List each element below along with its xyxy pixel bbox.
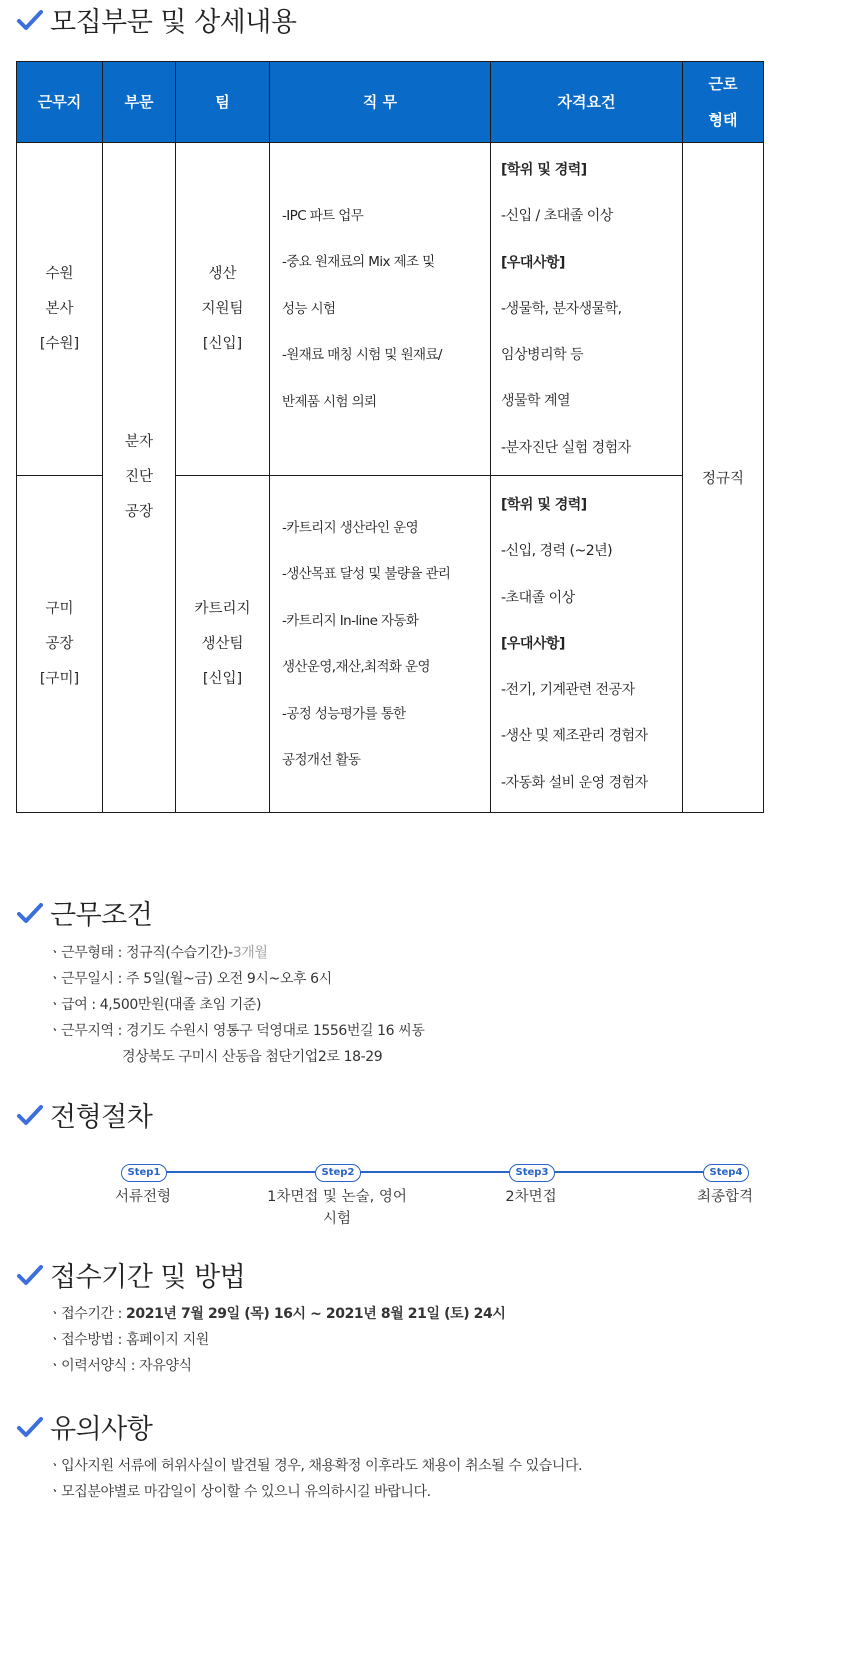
division-cell: 분자 진단 공장 (103, 143, 176, 813)
qualification-cell: [학위 및 경력] -신입 / 초대졸 이상 [우대사항] -생물학, 분자생물학, 임상병리학 등 생물학 계열 -분자진단 실험 경험자 (491, 143, 683, 476)
section-conditions-header (16, 893, 152, 932)
section-title: 유의사항 (50, 1414, 153, 1445)
list-item: ㆍ입사지원 서류에 허위사실이 발견될 경우, 채용확정 이후라도 채용이 취소될 수 있습니다. (48, 1458, 583, 1474)
header-division: 부문 (103, 62, 176, 143)
list-item: ㆍ근무일시 : 주 5일(월~금) 오전 9시~오후 6시 (48, 971, 332, 987)
employment-cell: 정규직 (683, 143, 764, 813)
duty-cell: -카트리지 생산라인 운영 -생산목표 달성 및 불량율 관리 -카트리지 In-line 자동화 생산운영,재산,최적화 운영 -공정 성능평가를 통한 공정개선 활동 (270, 476, 491, 813)
section-title: 접수기간 및 방법 (50, 1262, 246, 1293)
qualification-cell: [학위 및 경력] -신입, 경력 (~2년) -초대졸 이상 [우대사항] -전기, 기계관련 전공자 -생산 및 제조관리 경험자 -자동화 설비 운영 경험자 (491, 476, 683, 813)
recruit-table (16, 61, 764, 813)
section-recruit-header (16, 0, 296, 39)
section-apply-header (16, 1255, 245, 1294)
section-title: 모집부문 및 상세내용 (50, 7, 297, 38)
team-cell: 생산 지원팀 [신입] (176, 143, 270, 476)
step-badge: Step2 (315, 1164, 361, 1182)
list-item: ㆍ모집분야별로 마감일이 상이할 수 있으니 유의하시길 바랍니다. (48, 1484, 431, 1500)
checkmark-icon (16, 1101, 44, 1129)
header-qualification: 자격요건 (491, 62, 683, 143)
conditions-list (48, 940, 425, 1070)
header-location: 근무지 (17, 62, 103, 143)
step-label: 서류전형 (114, 1189, 172, 1205)
location-cell: 구미 공장 [구미] (17, 476, 103, 813)
checkmark-icon (16, 6, 44, 34)
location-cell: 수원 본사 [수원] (17, 143, 103, 476)
step-label: 최종합격 (696, 1189, 754, 1205)
list-item: ㆍ근무지역 : 경기도 수원시 영통구 덕영대로 1556번길 16 씨동 (48, 1023, 425, 1039)
step-badge: Step4 (703, 1164, 749, 1182)
apply-list (48, 1301, 506, 1379)
duty-cell: -IPC 파트 업무 -중요 원재료의 Mix 제조 및 성능 시험 -원재료 매칭 시험 및 원재료/ 반제품 시험 의뢰 (270, 143, 491, 476)
table-header-row (17, 62, 764, 143)
step-connector-line (143, 1171, 725, 1173)
table-row (17, 143, 764, 476)
step-label: 2차면접 (505, 1189, 557, 1205)
header-employment: 근로 형태 (683, 62, 764, 143)
list-item: ㆍ이력서양식 : 자유양식 (48, 1358, 192, 1374)
checkmark-icon (16, 899, 44, 927)
section-title: 근무조건 (50, 900, 153, 931)
step-label: 1차면접 및 논술, 영어 시험 (267, 1189, 407, 1227)
step-badge: Step1 (121, 1164, 167, 1182)
list-item: ㆍ근무형태 : 정규직(수습기간)-3개월 (48, 945, 268, 961)
section-notes-header (16, 1407, 152, 1446)
step-badge: Step3 (509, 1164, 555, 1182)
team-cell: 카트리지 생산팀 [신입] (176, 476, 270, 813)
header-team: 팀 (176, 62, 270, 143)
process-steps (0, 1160, 868, 1230)
checkmark-icon (16, 1261, 44, 1289)
list-item: ㆍ접수방법 : 홈페이지 지원 (48, 1332, 209, 1348)
notes-list (48, 1453, 582, 1505)
section-process-header (16, 1095, 152, 1134)
list-item: ㆍ급여 : 4,500만원(대졸 초임 기준) (48, 997, 262, 1013)
header-duty: 직 무 (270, 62, 491, 143)
checkmark-icon (16, 1413, 44, 1441)
section-title: 전형절차 (50, 1102, 153, 1133)
list-item: 경상북도 구미시 산동읍 첨단기업2로 18-29 (122, 1049, 383, 1065)
list-item: ㆍ접수기간 : 2021년 7월 29일 (목) 16시 ~ 2021년 8월 21일 (토) 24시 (48, 1306, 506, 1322)
